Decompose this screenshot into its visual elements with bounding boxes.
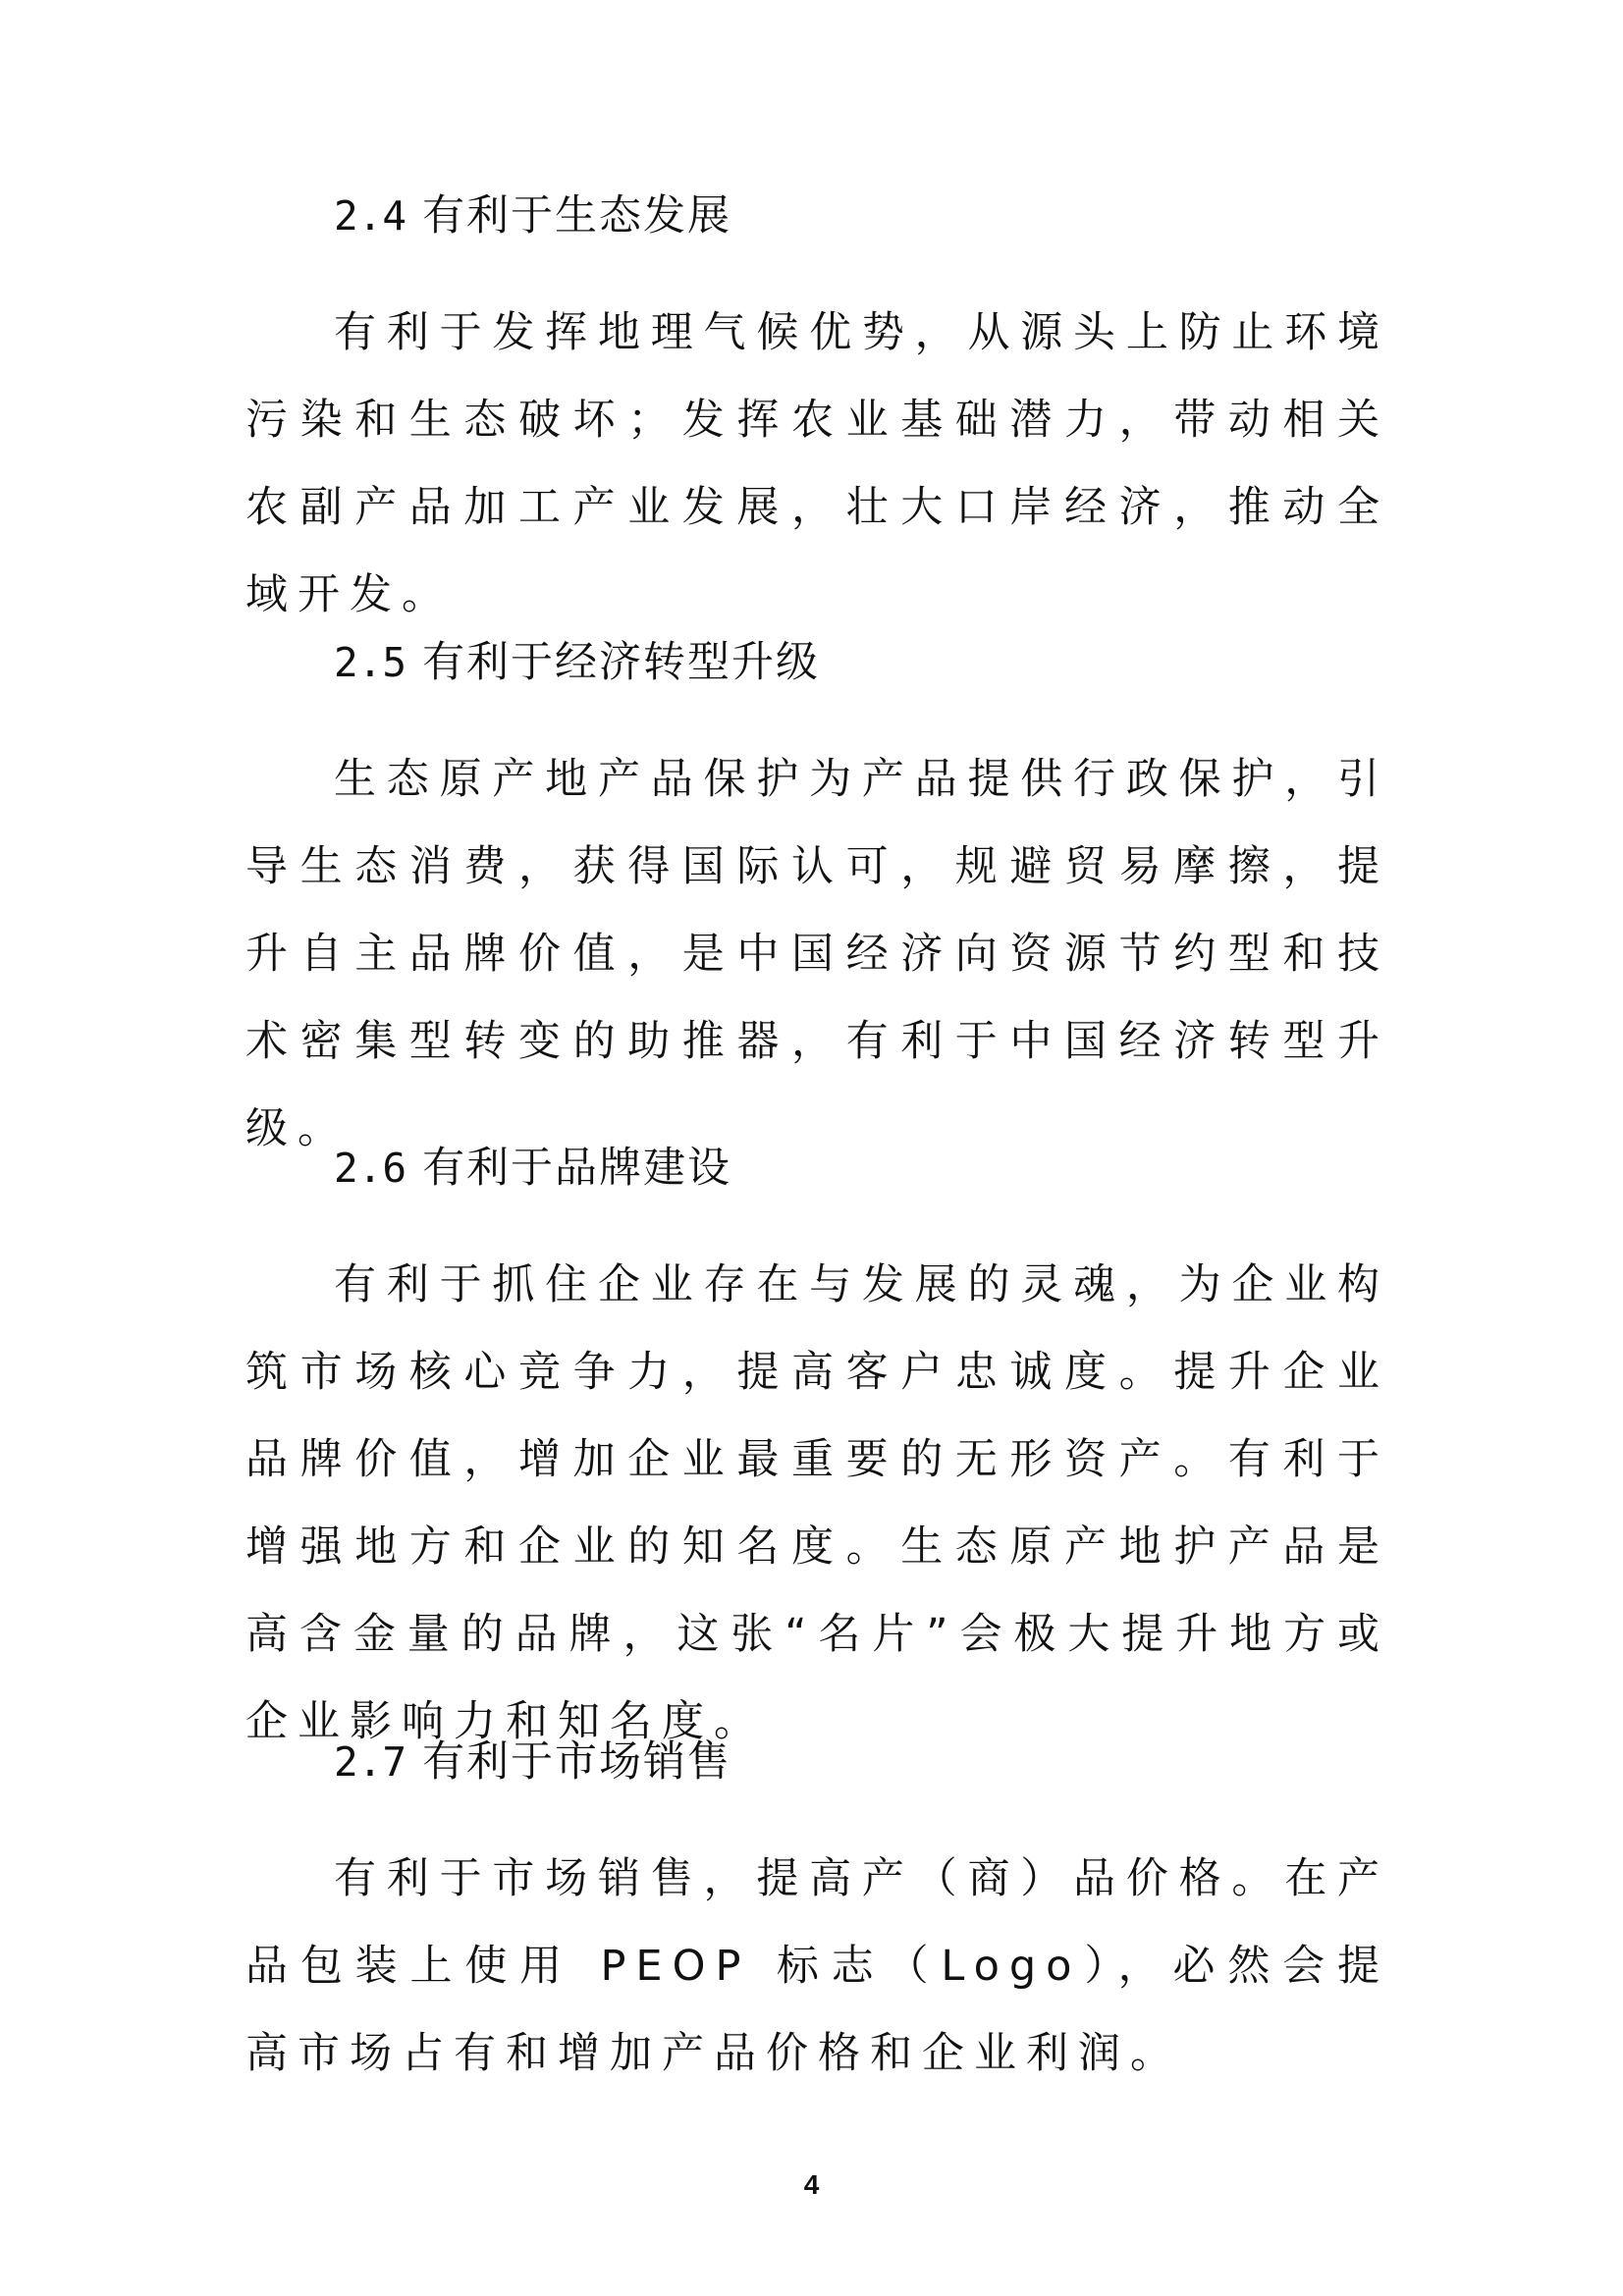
section-title: 有利于品牌建设	[422, 1144, 732, 1193]
section-number: 2.6	[334, 1145, 407, 1192]
section-heading-2-7	[334, 1733, 731, 1791]
section-number: 2.4	[334, 192, 407, 240]
section-body-2-6: 有利于抓住企业存在与发展的灵魂，为企业构筑市场核心竞争力，提高客户忠诚度。提升企业品牌价值，增加企业最重要的无形资产。有利于增强地方和企业的知名度。生态原产地护产品是高含金量的品牌，这张“名片”会极大提升地方或企业影响力和知名度。	[245, 1260, 1389, 1746]
section-heading-2-5	[334, 633, 820, 692]
section-title: 有利于经济转型升级	[422, 638, 821, 687]
section-title: 有利于生态发展	[422, 191, 732, 240]
section-body-2-4: 有利于发挥地理气候优势，从源头上防止环境污染和生态破坏；发挥农业基础潜力，带动相关农副产品加工产业发展，壮大口岸经济，推动全域开发。	[245, 308, 1389, 619]
section-body-2-5: 生态原产地产品保护为产品提供行政保护，引导生态消费，获得国际认可，规避贸易摩擦，提升自主品牌价值，是中国经济向资源节约型和技术密集型转变的助推器，有利于中国经济转型升级。	[245, 755, 1389, 1153]
section-heading-2-4	[334, 187, 731, 245]
section-number: 2.7	[334, 1738, 407, 1786]
page-number: 4	[803, 2169, 820, 2200]
section-heading-2-6	[334, 1139, 731, 1198]
section-number: 2.5	[334, 639, 407, 686]
section-body-2-7: 有利于市场销售，提高产（商）品价格。在产品包装上使用 PEOP 标志（Logo），必然会提高市场占有和增加产品价格和企业利润。	[245, 1854, 1389, 2078]
section-title: 有利于市场销售	[422, 1737, 732, 1787]
